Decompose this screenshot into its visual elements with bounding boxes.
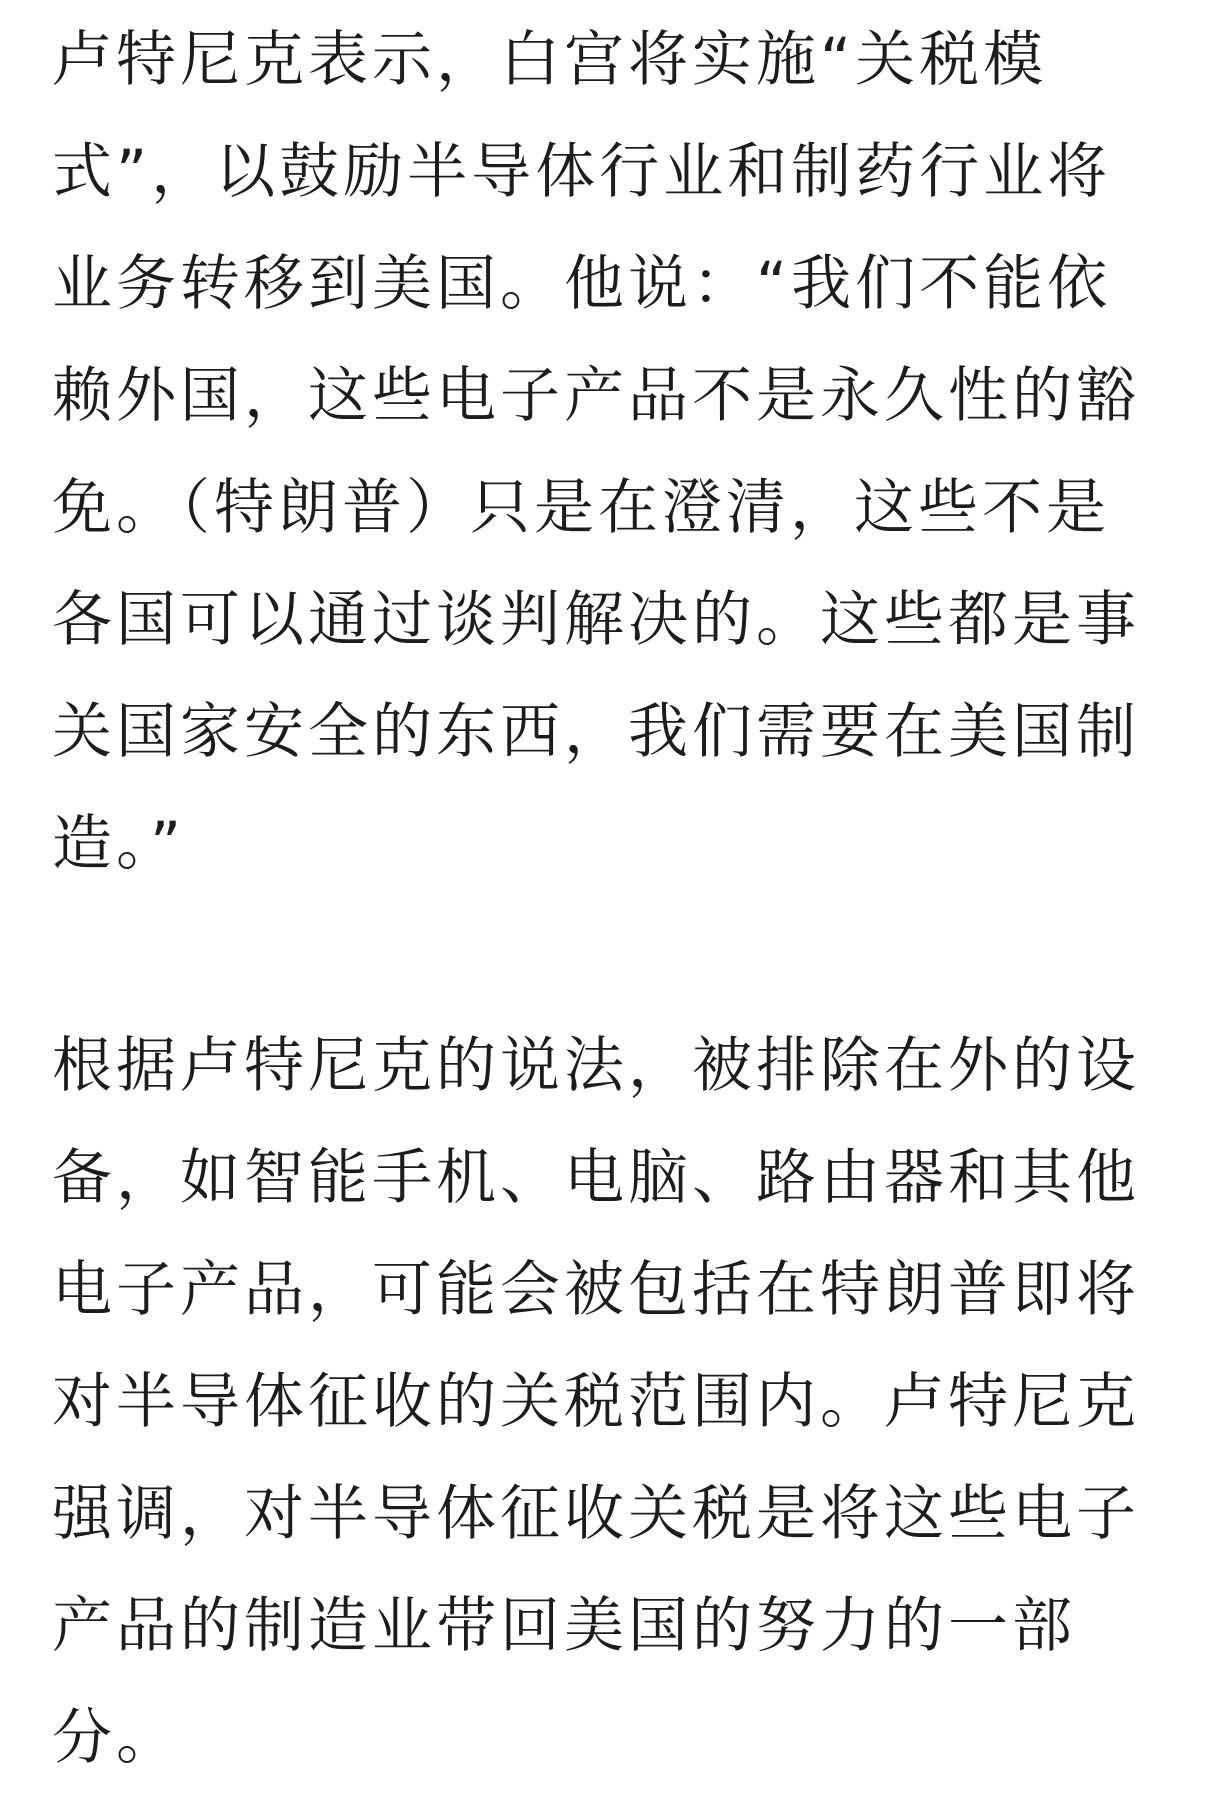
text-line: 产品的制造业带回美国的努力的一部 [52, 1591, 1076, 1661]
text-line: 造。” [52, 809, 186, 879]
text-line: 备，如智能手机、电脑、路由器和其他 [52, 1143, 1140, 1213]
paragraph-2 [52, 1010, 1172, 1794]
text-line: 式”，以鼓励半导体行业和制药行业将 [52, 137, 1112, 207]
text-line: 对半导体征收的关税范围内。卢特尼克 [52, 1367, 1140, 1437]
text-line: 各国可以通过谈判解决的。这些都是事 [52, 585, 1140, 655]
text-line: 根据卢特尼克的说法，被排除在外的设 [52, 1031, 1140, 1101]
article-body [52, 0, 1172, 1794]
paragraph-spacer [52, 900, 1172, 1010]
text-line: 关国家安全的东西，我们需要在美国制 [52, 697, 1140, 767]
paragraph-1 [52, 0, 1172, 900]
text-line: 免。（特朗普）只是在澄清，这些不是 [52, 473, 1110, 543]
text-line: 赖外国，这些电子产品不是永久性的豁 [52, 361, 1140, 431]
text-line: 卢特尼克表示，白宫将实施“关税模 [52, 25, 1048, 95]
text-line: 业务转移到美国。他说：“我们不能依 [52, 249, 1112, 319]
text-line: 电子产品，可能会被包括在特朗普即将 [52, 1255, 1140, 1325]
text-line: 强调，对半导体征收关税是将这些电子 [52, 1479, 1140, 1549]
text-line: 分。 [52, 1703, 180, 1773]
